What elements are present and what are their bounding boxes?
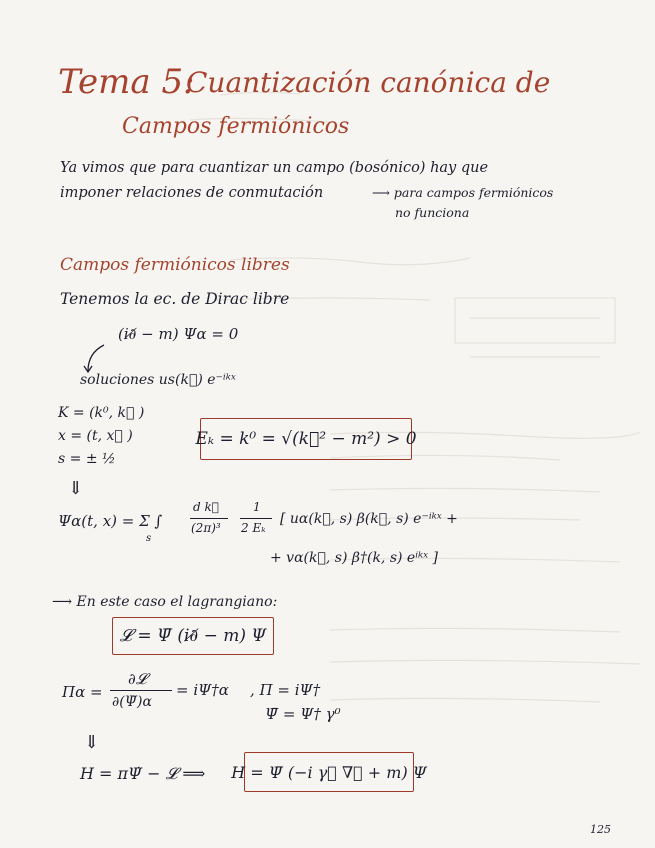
dirac-solutions: soluciones us(k⃗) e⁻ⁱᵏˣ [80, 372, 236, 388]
intro-line-1: Ya vimos que para cuantizar un campo (bosónico) hay que [60, 160, 489, 176]
intro-arrow-note-2: no funciona [395, 205, 470, 220]
momentum-lhs: Πα = [62, 683, 103, 701]
psi-sum-index: s [146, 533, 152, 544]
implies-arrow-1: ⇓ [68, 478, 84, 499]
lagrangian-intro: ⟶ En este caso el lagrangiano: [52, 594, 278, 610]
hamiltonian-boxed-equation: H = Ψ̄ (−i γ⃗ ∇⃗ + m) Ψ [244, 752, 414, 792]
psi-term-2: + vα(k⃗, s) β†(k, s) eⁱᵏˣ ] [270, 550, 439, 566]
psi-measure-fraction-bar [190, 518, 228, 519]
psi-norm-fraction-bar [240, 518, 272, 519]
hamiltonian-derivation: H = πΨ̇ − 𝓛 ⟹ [80, 764, 206, 783]
x-definition: x = (t, x⃗ ) [58, 428, 133, 444]
implies-arrow-2: ⇓ [84, 732, 100, 753]
intro-line-2: imponer relaciones de conmutación [60, 185, 324, 201]
intro-arrow-note: ⟶ para campos fermiónicos [372, 185, 554, 200]
momentum-rhs: = iΨ†α [176, 681, 229, 699]
psi-term-1: [ uα(k⃗, s) β(k⃗, s) e⁻ⁱᵏˣ + [280, 511, 458, 527]
page-title: Cuantización canónica de [186, 66, 551, 99]
topic-number: Tema 5: [58, 62, 195, 102]
psi-norm-numerator: 1 [253, 500, 261, 514]
psi-norm-denominator: 2 Eₖ [241, 521, 266, 535]
psi-measure-denominator: (2π)³ [191, 521, 221, 535]
psi-measure-numerator: d k⃗ [193, 500, 219, 514]
page-subtitle: Campos fermiónicos [122, 114, 350, 139]
k-definition: K = (k⁰, k⃗ ) [58, 405, 145, 421]
section-heading: Campos fermiónicos libres [60, 255, 290, 275]
psi-expansion-lhs: Ψα(t, x) = Σ ∫ [58, 512, 163, 530]
dirac-equation: (i∂̸ − m) Ψα = 0 [118, 325, 239, 343]
page-number: 125 [590, 823, 611, 836]
psi-bar-definition: Ψ̄ = Ψ† γ⁰ [265, 705, 341, 723]
momentum-numerator: ∂𝓛 [128, 670, 147, 688]
energy-boxed-equation: Eₖ = k⁰ = √(k⃗² − m²) > 0 [200, 418, 412, 460]
momentum-vector: , Π = iΨ† [250, 681, 321, 699]
momentum-fraction-bar [110, 690, 172, 691]
spin-definition: s = ± ½ [58, 451, 116, 467]
momentum-denominator: ∂(Ψ̇)α [112, 694, 152, 710]
dirac-intro: Tenemos la ec. de Dirac libre [60, 290, 290, 308]
lagrangian-boxed-equation: 𝓛 = Ψ̄ (i∂̸ − m) Ψ [112, 617, 274, 655]
curved-arrow-icon [82, 343, 112, 375]
